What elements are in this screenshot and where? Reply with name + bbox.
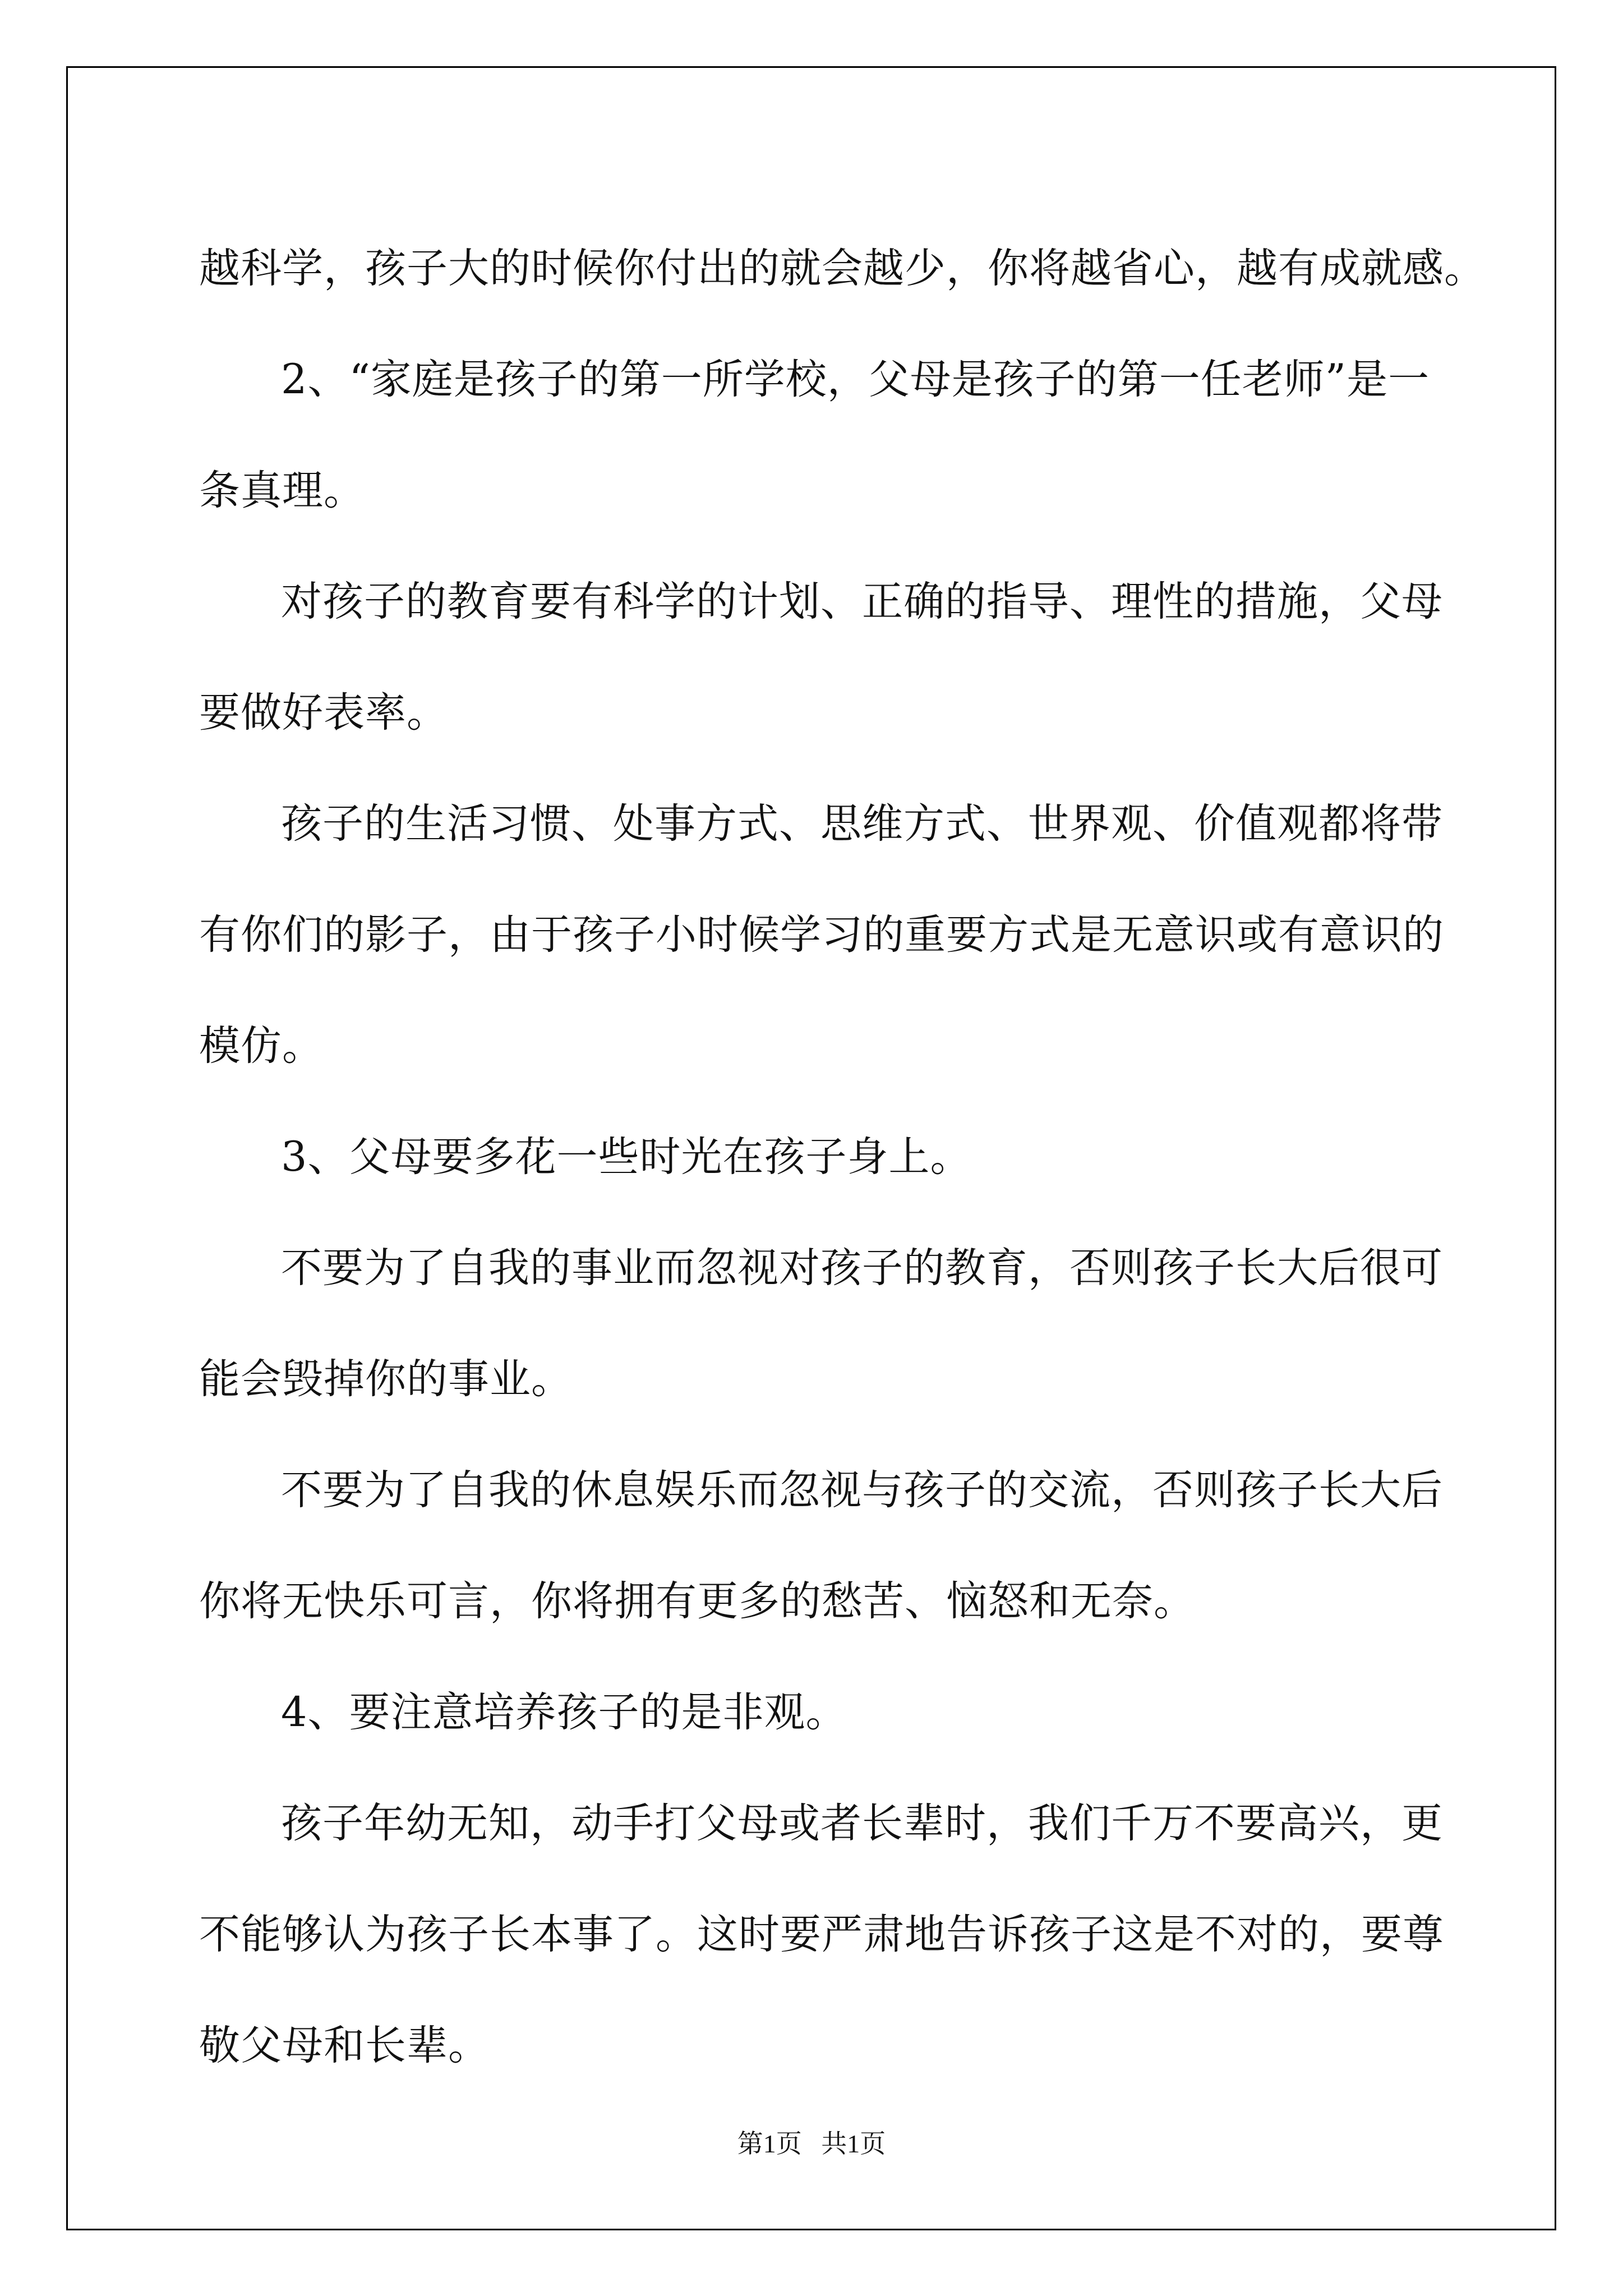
text-line: 对孩子的教育要有科学的计划、正确的指导、理性的措施，父母	[281, 578, 1443, 625]
text-line: 要做好表率。	[199, 689, 448, 737]
text-line: 能会毁掉你的事业。	[199, 1355, 573, 1403]
text-line: 孩子的生活习惯、处事方式、思维方式、世界观、价值观都将带	[281, 800, 1443, 848]
text-line: 3、父母要多花一些时光在孩子身上。	[281, 1133, 972, 1181]
text-line: 越科学，孩子大的时候你付出的就会越少，你将越省心，越有成就感。	[199, 245, 1486, 292]
text-line: 不要为了自我的休息娱乐而忽视与孩子的交流，否则孩子长大后	[281, 1466, 1443, 1514]
text-line: 模仿。	[199, 1022, 324, 1070]
text-line: 你将无快乐可言，你将拥有更多的愁苦、恼怒和无奈。	[199, 1577, 1195, 1625]
text-line: 有你们的影子，由于孩子小时候学习的重要方式是无意识或有意识的	[199, 911, 1444, 959]
page-footer	[0, 2123, 1623, 2160]
document-body	[199, 213, 1486, 2101]
text-line: 4、要注意培养孩子的是非观。	[281, 1688, 847, 1736]
text-line: 不能够认为孩子长本事了。这时要严肃地告诉孩子这是不对的，要尊	[199, 1911, 1444, 1958]
page-number: 第1页	[737, 2129, 802, 2158]
page-total: 共1页	[821, 2129, 886, 2158]
text-line: 不要为了自我的事业而忽视对孩子的教育，否则孩子长大后很可	[281, 1244, 1443, 1292]
text-line: 2、“家庭是孩子的第一所学校，父母是孩子的第一任老师”是一	[281, 356, 1430, 403]
text-line: 孩子年幼无知，动手打父母或者长辈时，我们千万不要高兴，更	[281, 1800, 1443, 1847]
text-line: 敬父母和长辈。	[199, 2022, 490, 2069]
text-line: 条真理。	[199, 467, 365, 514]
